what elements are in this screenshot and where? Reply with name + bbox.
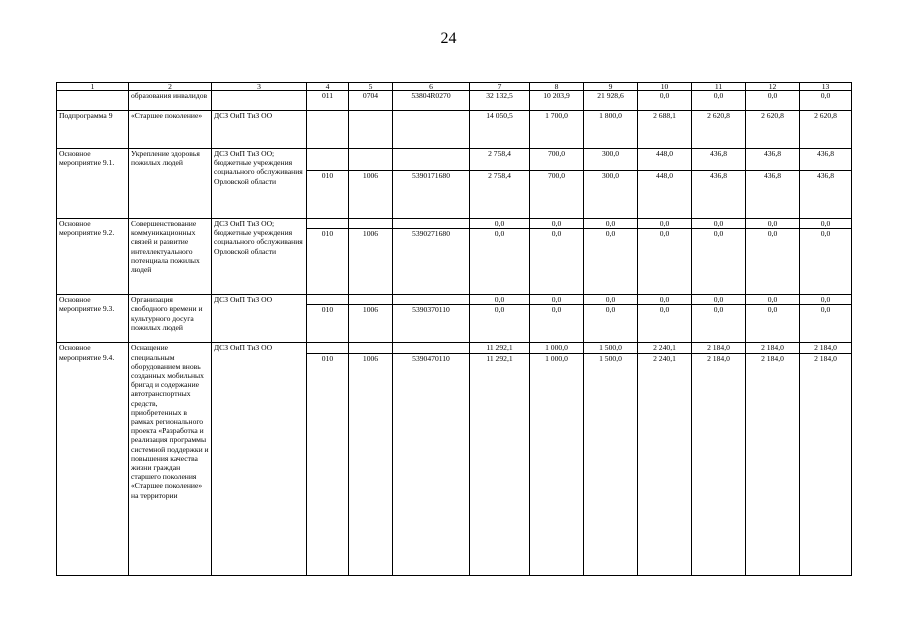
- header-cell: 4: [307, 83, 349, 91]
- header-cell: 1: [57, 83, 129, 91]
- value-cell: 436,8: [800, 171, 852, 219]
- rzpr-cell: 1006: [349, 353, 393, 575]
- value-cell: 0,0: [638, 295, 692, 305]
- value-cell: 0,0: [800, 91, 852, 111]
- value-cell: 0,0: [800, 305, 852, 343]
- header-cell: 2: [129, 83, 212, 91]
- grbs-cell: 011: [307, 91, 349, 111]
- value-cell: 300,0: [584, 171, 638, 219]
- value-cell: 2 620,8: [692, 111, 746, 149]
- value-cell: 32 132,5: [470, 91, 530, 111]
- budget-table: [56, 82, 852, 576]
- value-cell: 1 800,0: [584, 111, 638, 149]
- value-cell: 436,8: [692, 171, 746, 219]
- value-cell: 2 620,8: [800, 111, 852, 149]
- value-cell: 1 700,0: [530, 111, 584, 149]
- csr-cell: 5390470110: [393, 353, 470, 575]
- value-cell: 0,0: [692, 91, 746, 111]
- name-cell: образования инвалидов: [129, 91, 212, 111]
- value-cell: 0,0: [692, 219, 746, 229]
- grbs-cell: 010: [307, 171, 349, 219]
- program-cell: Подпрограмма 9: [57, 111, 129, 149]
- value-cell: 0,0: [746, 219, 800, 229]
- value-cell: 2 184,0: [746, 343, 800, 353]
- header-cell: 7: [470, 83, 530, 91]
- value-cell: 0,0: [746, 305, 800, 343]
- value-cell: 2 184,0: [800, 343, 852, 353]
- value-cell: 0,0: [638, 219, 692, 229]
- value-cell: 0,0: [746, 91, 800, 111]
- value-cell: 2 758,4: [470, 171, 530, 219]
- rzpr-cell: 0704: [349, 91, 393, 111]
- value-cell: 436,8: [746, 149, 800, 171]
- value-cell: 0,0: [584, 305, 638, 343]
- value-cell: 14 050,5: [470, 111, 530, 149]
- value-cell: 0,0: [584, 219, 638, 229]
- grbs-cell: 010: [307, 229, 349, 295]
- program-cell: Основное мероприятие 9.4.: [57, 343, 129, 575]
- value-cell: 21 928,6: [584, 91, 638, 111]
- value-cell: 11 292,1: [470, 353, 530, 575]
- value-cell: 2 758,4: [470, 149, 530, 171]
- executor-cell: ДСЗ ОиП ТиЗ ОО: [212, 343, 307, 575]
- header-cell: 9: [584, 83, 638, 91]
- csr-cell: 53804R0270: [393, 91, 470, 111]
- program-cell: Основное мероприятие 9.3.: [57, 295, 129, 343]
- header-cell: 8: [530, 83, 584, 91]
- csr-cell: 5390370110: [393, 305, 470, 343]
- value-cell: 2 184,0: [746, 353, 800, 575]
- grbs-cell: 010: [307, 353, 349, 575]
- executor-cell: ДСЗ ОиП ТиЗ ОО; бюджетные учреждения социального обслуживания Орловской области: [212, 149, 307, 219]
- value-cell: 2 240,1: [638, 353, 692, 575]
- value-cell: 11 292,1: [470, 343, 530, 353]
- table-row: [57, 149, 852, 171]
- table-row: [57, 219, 852, 229]
- rzpr-cell: 1006: [349, 171, 393, 219]
- value-cell: 0,0: [800, 219, 852, 229]
- header-cell: 5: [349, 83, 393, 91]
- value-cell: 448,0: [638, 149, 692, 171]
- value-cell: 700,0: [530, 149, 584, 171]
- csr-cell: 5390171680: [393, 171, 470, 219]
- value-cell: 10 203,9: [530, 91, 584, 111]
- value-cell: 0,0: [584, 229, 638, 295]
- header-cell: 11: [692, 83, 746, 91]
- grbs-cell: 010: [307, 305, 349, 343]
- name-cell: Укрепление здоровья пожилых людей: [129, 149, 212, 219]
- value-cell: 2 688,1: [638, 111, 692, 149]
- program-cell: Основное мероприятие 9.1.: [57, 149, 129, 219]
- value-cell: 2 184,0: [692, 343, 746, 353]
- executor-cell: ДСЗ ОиП ТиЗ ОО; бюджетные учреждения социального обслуживания Орловской области: [212, 219, 307, 295]
- name-cell: Оснащение специальным оборудованием вновь созданных мобильных бригад и содержание автотранспортных средств, приобретенных в рамках регионального проекта «Разработка и реализация программы системной поддержки и повышения качества жизни граждан старшего поколения «Старшее поколение» на территории: [129, 343, 212, 575]
- rzpr-cell: 1006: [349, 305, 393, 343]
- header-row: [57, 83, 852, 91]
- table-row: [57, 343, 852, 353]
- value-cell: 436,8: [746, 171, 800, 219]
- value-cell: 0,0: [692, 229, 746, 295]
- name-cell: Организация свободного времени и культурного досуга пожилых людей: [129, 295, 212, 343]
- value-cell: 1 000,0: [530, 353, 584, 575]
- value-cell: 2 620,8: [746, 111, 800, 149]
- value-cell: 0,0: [638, 91, 692, 111]
- header-cell: 6: [393, 83, 470, 91]
- table-row: [57, 91, 852, 111]
- value-cell: 2 184,0: [800, 353, 852, 575]
- csr-cell: 5390271680: [393, 229, 470, 295]
- value-cell: 2 184,0: [692, 353, 746, 575]
- value-cell: 436,8: [800, 149, 852, 171]
- value-cell: 0,0: [746, 229, 800, 295]
- program-cell: Основное мероприятие 9.2.: [57, 219, 129, 295]
- header-cell: 12: [746, 83, 800, 91]
- executor-cell: ДСЗ ОиП ТиЗ ОО: [212, 295, 307, 343]
- header-cell: 13: [800, 83, 852, 91]
- value-cell: 0,0: [530, 305, 584, 343]
- value-cell: 2 240,1: [638, 343, 692, 353]
- value-cell: 0,0: [638, 229, 692, 295]
- value-cell: 448,0: [638, 171, 692, 219]
- value-cell: 0,0: [584, 295, 638, 305]
- value-cell: 0,0: [530, 295, 584, 305]
- name-cell: Совершенствование коммуникационных связей и развитие интеллектуального потенциала пожилых людей: [129, 219, 212, 295]
- value-cell: 300,0: [584, 149, 638, 171]
- value-cell: 436,8: [692, 149, 746, 171]
- value-cell: 0,0: [638, 305, 692, 343]
- value-cell: 0,0: [692, 295, 746, 305]
- value-cell: 1 500,0: [584, 353, 638, 575]
- name-cell: «Старшее поколение»: [129, 111, 212, 149]
- value-cell: 0,0: [470, 295, 530, 305]
- value-cell: 0,0: [470, 219, 530, 229]
- value-cell: 1 000,0: [530, 343, 584, 353]
- executor-cell: ДСЗ ОиП ТиЗ ОО: [212, 111, 307, 149]
- value-cell: 0,0: [530, 219, 584, 229]
- table-row: [57, 295, 852, 305]
- value-cell: 0,0: [800, 229, 852, 295]
- value-cell: 0,0: [530, 229, 584, 295]
- value-cell: 0,0: [746, 295, 800, 305]
- rzpr-cell: 1006: [349, 229, 393, 295]
- value-cell: 1 500,0: [584, 343, 638, 353]
- header-cell: 3: [212, 83, 307, 91]
- value-cell: 0,0: [470, 229, 530, 295]
- header-cell: 10: [638, 83, 692, 91]
- value-cell: 700,0: [530, 171, 584, 219]
- value-cell: 0,0: [470, 305, 530, 343]
- value-cell: 0,0: [800, 295, 852, 305]
- value-cell: 0,0: [692, 305, 746, 343]
- table-row: [57, 111, 852, 149]
- page-number: 24: [440, 30, 457, 47]
